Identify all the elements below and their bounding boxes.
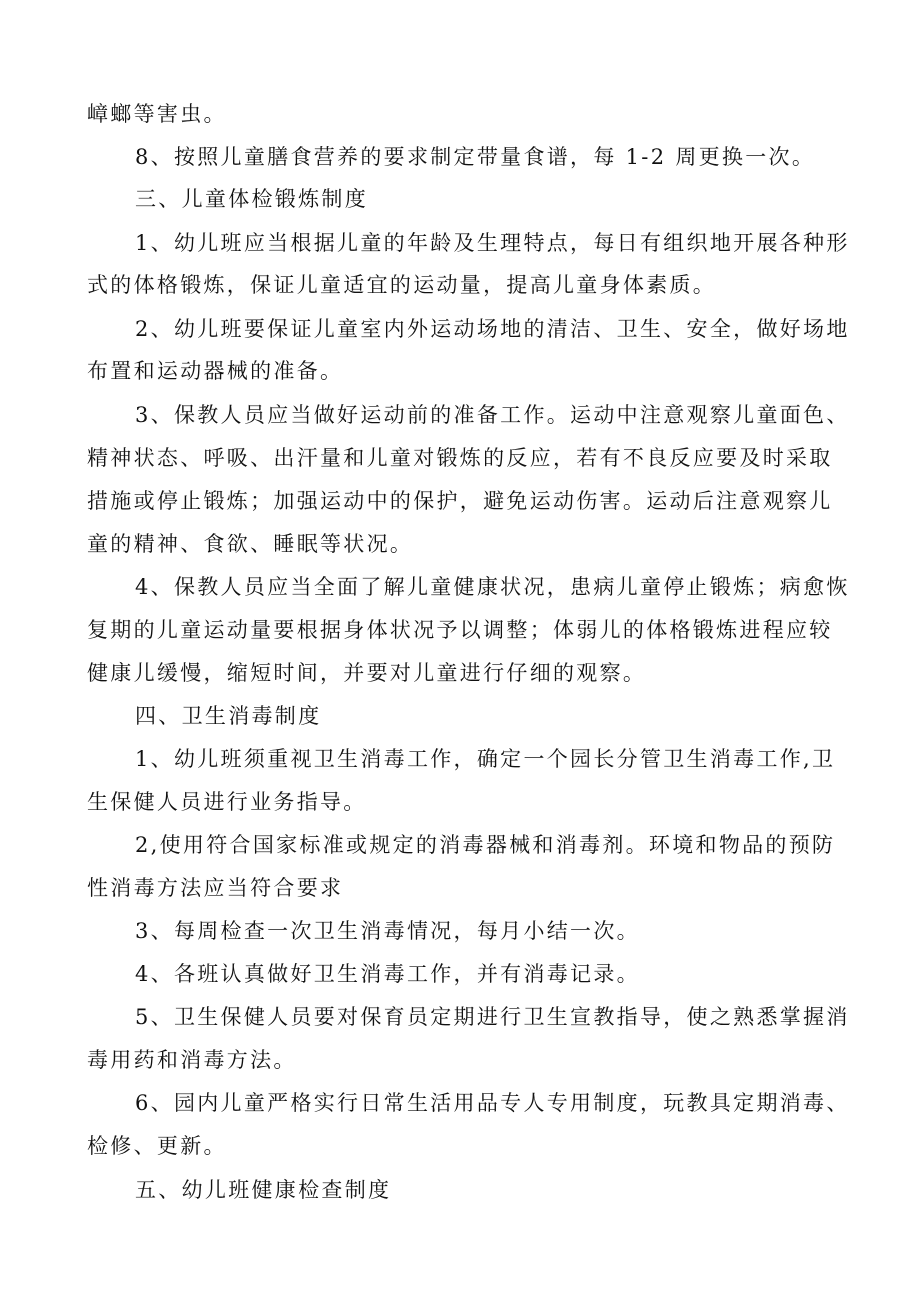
text-line: 复期的儿童运动量要根据身体状况予以调整；体弱儿的体格锻炼进程应较: [87, 618, 833, 642]
section-heading: 五、幼儿班健康检查制度: [135, 1178, 392, 1202]
text-line: 3、每周检查一次卫生消毒情况，每月小结一次。: [135, 919, 640, 943]
text-line: 健康儿缓慢，缩短时间，并要对儿童进行仔细的观察。: [87, 661, 647, 685]
text-line: 检修、更新。: [87, 1134, 227, 1158]
section-heading: 三、儿童体检锻炼制度: [135, 187, 368, 211]
text-line: 4、保教人员应当全面了解儿童健康状况，患病儿童停止锻炼；病愈恢: [135, 575, 850, 599]
text-line: 性消毒方法应当符合要求: [87, 876, 344, 900]
text-line: 精神状态、呼吸、出汗量和儿童对锻炼的反应，若有不良反应要及时采取: [87, 446, 833, 470]
text-line: 5、卫生保健人员要对保育员定期进行卫生宣教指导，使之熟悉掌握消: [135, 1005, 850, 1029]
text-line: 4、各班认真做好卫生消毒工作，并有消毒记录。: [135, 962, 640, 986]
text-line: 6、园内儿童严格实行日常生活用品专人专用制度，玩教具定期消毒、: [135, 1091, 850, 1115]
text-line: 8、按照儿童膳食营养的要求制定带量食谱，每 1-2 周更换一次。: [135, 145, 816, 169]
text-line: 式的体格锻炼，保证儿童适宜的运动量，提高儿童身体素质。: [87, 273, 717, 297]
text-line: 3、保教人员应当做好运动前的准备工作。运动中注意观察儿童面色、: [135, 403, 850, 427]
text-line: 生保健人员进行业务指导。: [87, 790, 367, 814]
text-line: 措施或停止锻炼；加强运动中的保护，避免运动伤害。运动后注意观察儿: [87, 489, 833, 513]
text-line: 2,使用符合国家标准或规定的消毒器械和消毒剂。环境和物品的预防: [135, 833, 836, 857]
section-heading: 四、卫生消毒制度: [135, 704, 322, 728]
text-line: 嶂螂等害虫。: [87, 102, 227, 126]
text-line: 2、幼儿班要保证儿童室内外运动场地的清洁、卫生、安全，做好场地: [135, 317, 850, 341]
text-line: 布置和运动器械的准备。: [87, 359, 344, 383]
text-line: 童的精神、食欲、睡眠等状况。: [87, 532, 414, 556]
text-line: 1、幼儿班须重视卫生消毒工作，确定一个园长分管卫生消毒工作,卫: [135, 747, 836, 771]
text-line: 1、幼儿班应当根据儿童的年龄及生理特点，每日有组织地开展各种形: [135, 231, 850, 255]
text-line: 毒用药和消毒方法。: [87, 1048, 297, 1072]
